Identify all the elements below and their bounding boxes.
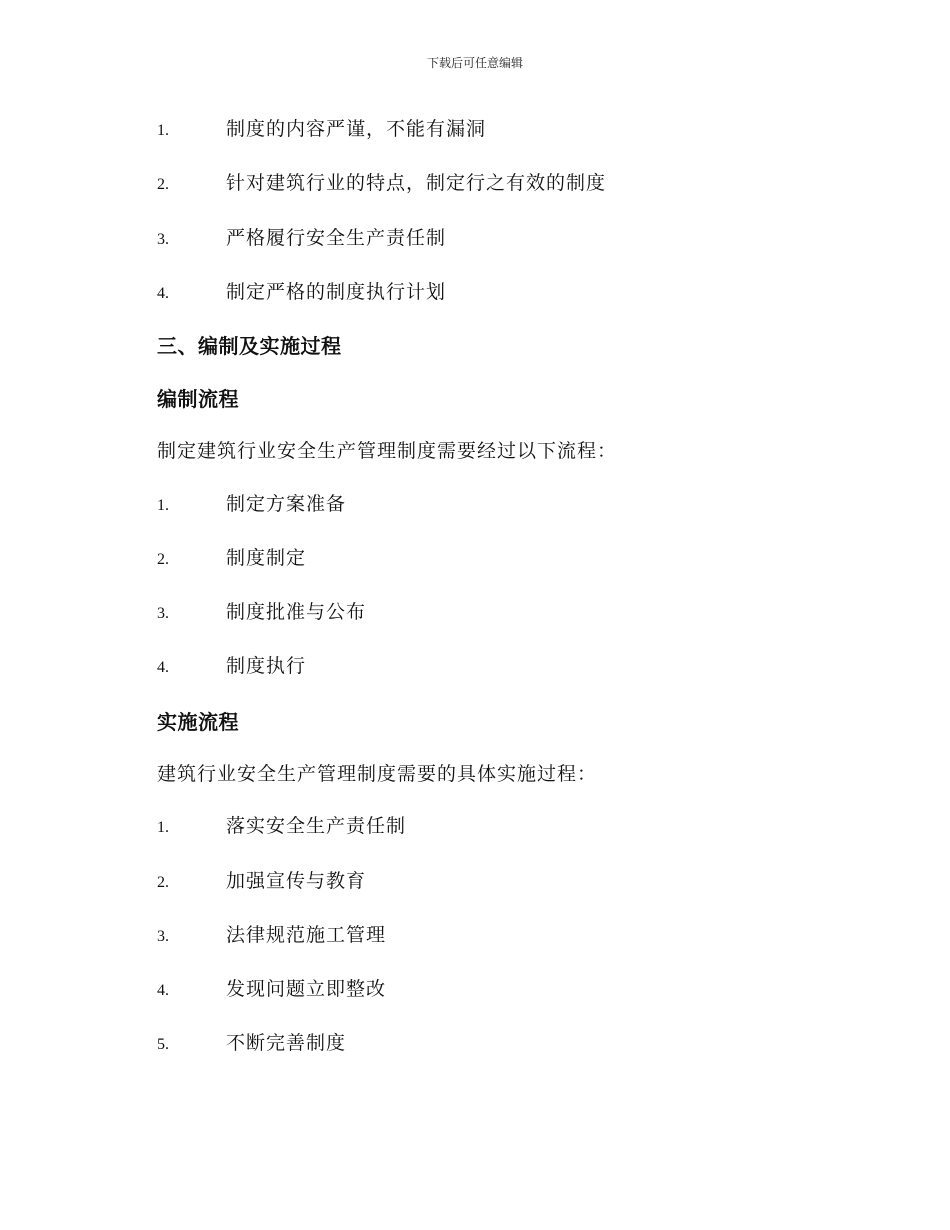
list-item-text: 落实安全生产责任制 <box>226 815 407 837</box>
list-item-text: 不断完善制度 <box>226 1032 347 1054</box>
list-item <box>157 811 406 838</box>
list-item-text: 制定方案准备 <box>226 493 347 515</box>
list-item-text: 严格履行安全生产责任制 <box>226 227 447 249</box>
list-item-number: 4. <box>157 982 169 999</box>
list-item-number: 3. <box>157 231 169 248</box>
list-item <box>157 277 446 304</box>
list-item-text: 制定严格的制度执行计划 <box>226 281 447 303</box>
list-item <box>157 920 386 947</box>
section-heading: 三、编制及实施过程 <box>157 334 342 358</box>
compile-heading: 编制流程 <box>157 387 239 411</box>
list-item-text: 加强宣传与教育 <box>226 870 367 892</box>
page-header-note: 下载后可任意编辑 <box>426 56 523 70</box>
list-item-text: 制度批准与公布 <box>226 601 367 623</box>
list-item <box>157 114 486 141</box>
list-item-number: 2. <box>157 551 169 568</box>
list-item <box>157 223 446 250</box>
list-item <box>157 168 606 195</box>
list-item-number: 3. <box>157 605 169 622</box>
list-item <box>157 489 346 516</box>
list-item-text: 发现问题立即整改 <box>226 978 387 1000</box>
list-item-text: 制度执行 <box>226 655 307 677</box>
list-item-number: 1. <box>157 497 169 514</box>
implement-heading: 实施流程 <box>157 710 239 734</box>
implement-intro: 建筑行业安全生产管理制度需要的具体实施过程： <box>157 763 598 785</box>
list-item <box>157 597 366 624</box>
list-item-number: 1. <box>157 122 169 139</box>
compile-intro: 制定建筑行业安全生产管理制度需要经过以下流程： <box>157 440 618 462</box>
list-item <box>157 1028 346 1055</box>
list-item-text: 制度制定 <box>226 547 307 569</box>
list-item-text: 制度的内容严谨，不能有漏洞 <box>226 118 487 140</box>
list-item-number: 5. <box>157 1036 169 1053</box>
list-item <box>157 866 366 893</box>
list-item-number: 2. <box>157 874 169 891</box>
list-item-number: 3. <box>157 928 169 945</box>
list-item <box>157 543 306 570</box>
list-item-text: 针对建筑行业的特点，制定行之有效的制度 <box>226 172 607 194</box>
list-item-number: 4. <box>157 285 169 302</box>
list-item-text: 法律规范施工管理 <box>226 924 387 946</box>
list-item-number: 2. <box>157 176 169 193</box>
list-item-number: 1. <box>157 819 169 836</box>
list-item-number: 4. <box>157 659 169 676</box>
list-item <box>157 651 306 678</box>
list-item <box>157 974 386 1001</box>
